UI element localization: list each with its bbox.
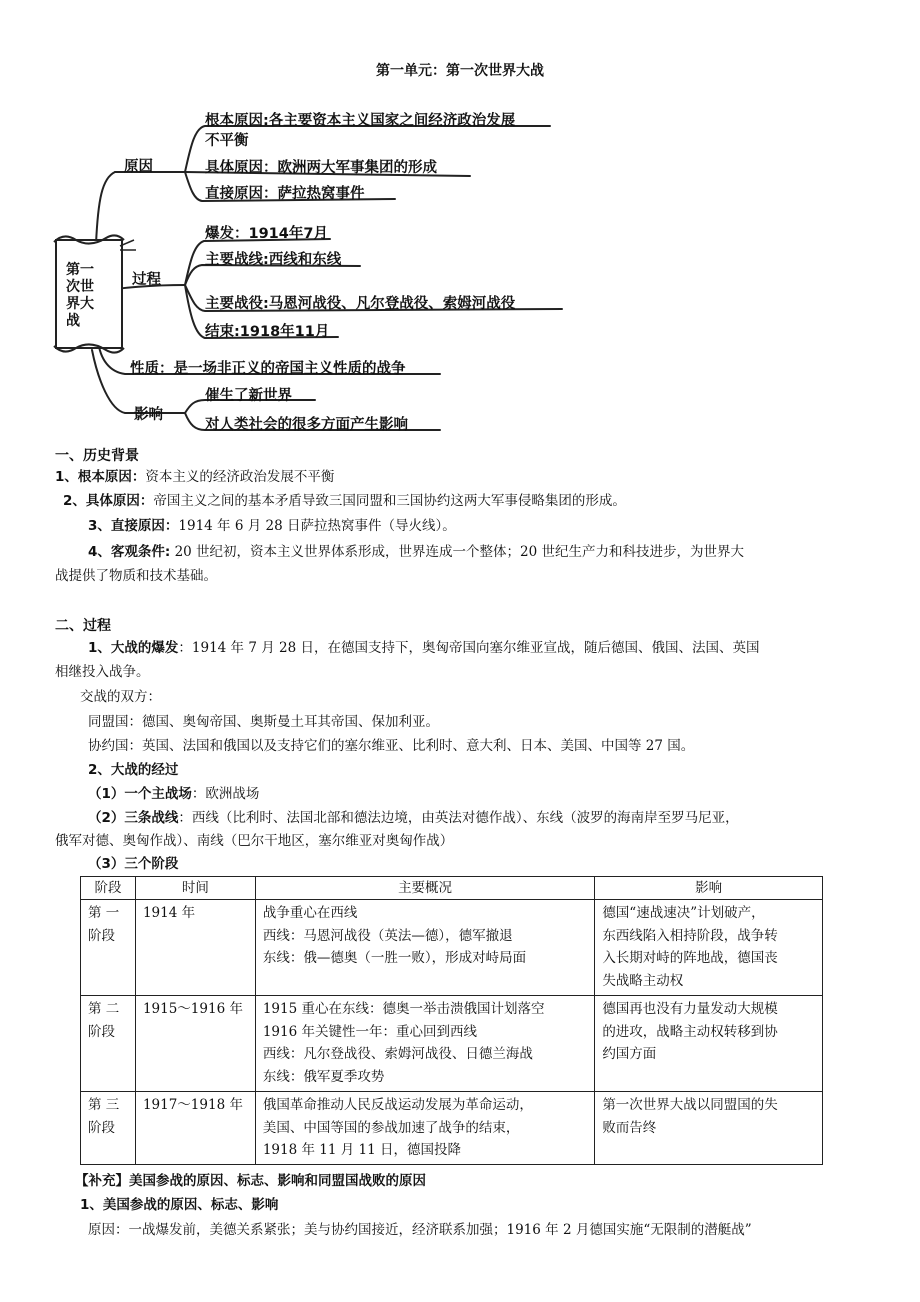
paragraph: 2、具体原因：帝国主义之间的基本矛盾导致三国同盟和三国协约这两大军事侵略集团的形成。 <box>63 493 626 509</box>
paragraph: （1）一个主战场：欧洲战场 <box>88 786 260 802</box>
page-title: 第一单元：第一次世界大战 <box>376 63 544 79</box>
paragraph: 同盟国：德国、奥匈帝国、奥斯曼土耳其帝国、保加利亚。 <box>88 714 439 730</box>
paragraph: 原因：一战爆发前，美德关系紧张；美与协约国接近，经济联系加强；1916 年 2 月德国实施“无限制的潜艇战” <box>88 1222 752 1238</box>
paragraph: 协约国：英国、法国和俄国以及支持它们的塞尔维亚、比利时、意大利、日本、美国、中国等 27 国。 <box>88 738 695 754</box>
branch-cause-label: 原因 <box>124 159 153 175</box>
table-cell: 1917～1918 年 <box>135 1092 255 1165</box>
table-cell: 德国“速战速决”计划破产， 东西线陷入相持阶段，战争转 入长期对峙的阵地战，德国丧 失战略主动权 <box>595 900 823 996</box>
table-cell: 战争重心在西线 西线：马恩河战役（英法—德），德军撤退 东线：俄—德奥（一胜一败），形成对峙局面 <box>255 900 594 996</box>
table-row <box>81 900 823 996</box>
cause-item: 具体原因：欧洲两大军事集团的形成 <box>205 160 437 176</box>
table-cell: 1915～1916 年 <box>135 996 255 1092</box>
table-cell: 1915 重心在东线：德奥一举击溃俄国计划落空 1916 年关键性一年：重心回到西线 西线：凡尔登战役、索姆河战役、日德兰海战 东线：俄军夏季攻势 <box>255 996 594 1092</box>
impact-item: 对人类社会的很多方面产生影响 <box>205 417 408 433</box>
paragraph: 1、根本原因：资本主义的经济政治发展不平衡 <box>55 469 335 485</box>
table-cell: 1914 年 <box>135 900 255 996</box>
table-cell: 俄国革命推动人民反战运动发展为革命运动， 美国、中国等国的参战加速了战争的结束， 1918 年 11 月 11 日，德国投降 <box>255 1092 594 1165</box>
table-cell: 第 二 阶段 <box>81 996 136 1092</box>
nature-text: 性质：是一场非正义的帝国主义性质的战争 <box>130 361 406 377</box>
table-row <box>81 1092 823 1165</box>
paragraph: 交战的双方： <box>80 689 161 705</box>
paragraph: 4、客观条件: 20 世纪初，资本主义世界体系形成，世界连成一个整体；20 世纪生产力和科技进步，为世界大 <box>88 544 745 560</box>
process-item: 爆发：1914年7月 <box>205 226 328 242</box>
table-row <box>81 996 823 1092</box>
paragraph: （3）三个阶段 <box>88 856 179 872</box>
impact-item: 催生了新世界 <box>205 388 292 404</box>
stages-table <box>80 876 823 1165</box>
paragraph: 战提供了物质和技术基础。 <box>55 568 217 584</box>
cause-item: 根本原因:各主要资本主义国家之间经济政治发展 <box>205 113 516 129</box>
supplement-heading: 【补充】美国参战的原因、标志、影响和同盟国战败的原因 <box>75 1173 426 1189</box>
cause-item: 直接原因：萨拉热窝事件 <box>205 186 365 202</box>
process-item: 结束:1918年11月 <box>205 324 330 340</box>
paragraph: 1、美国参战的原因、标志、影响 <box>80 1197 279 1213</box>
section-heading: 一、历史背景 <box>55 448 139 464</box>
process-item: 主要战线:西线和东线 <box>205 252 342 268</box>
branch-process-label: 过程 <box>132 272 161 288</box>
paragraph: 3、直接原因：1914 年 6 月 28 日萨拉热窝事件（导火线）。 <box>88 518 456 534</box>
table-header-row <box>81 877 823 900</box>
paragraph: （2）三条战线：西线（比利时、法国北部和德法边境，由英法对德作战）、东线（波罗的海南岸至罗马尼亚， <box>88 810 739 826</box>
table-header-cell: 阶段 <box>81 877 136 900</box>
branch-impact-label: 影响 <box>134 407 163 423</box>
cause-item: 不平衡 <box>205 133 249 149</box>
section-heading: 二、过程 <box>55 618 111 634</box>
table-cell: 德国再也没有力量发动大规模 的进攻，战略主动权转移到协 约国方面 <box>595 996 823 1092</box>
table-header-cell: 时间 <box>135 877 255 900</box>
table-cell: 第 一 阶段 <box>81 900 136 996</box>
table-header-cell: 主要概况 <box>255 877 594 900</box>
process-item: 主要战役:马恩河战役、凡尔登战役、索姆河战役 <box>205 296 516 312</box>
table-cell: 第一次世界大战以同盟国的失 败而告终 <box>595 1092 823 1165</box>
table-cell: 第 三 阶段 <box>81 1092 136 1165</box>
paragraph: 2、大战的经过 <box>88 762 179 778</box>
paragraph: 相继投入战争。 <box>55 664 150 680</box>
paragraph: 1、大战的爆发：1914 年 7 月 28 日，在德国支持下，奥匈帝国向塞尔维亚宣战，随后德国、俄国、法国、英国 <box>88 640 760 656</box>
table-header-cell: 影响 <box>595 877 823 900</box>
paragraph: 俄军对德、奥匈作战）、南线（巴尔干地区，塞尔维亚对奥匈作战） <box>55 833 454 849</box>
mindmap-center: 第一 次世 界大 战 <box>66 262 94 329</box>
